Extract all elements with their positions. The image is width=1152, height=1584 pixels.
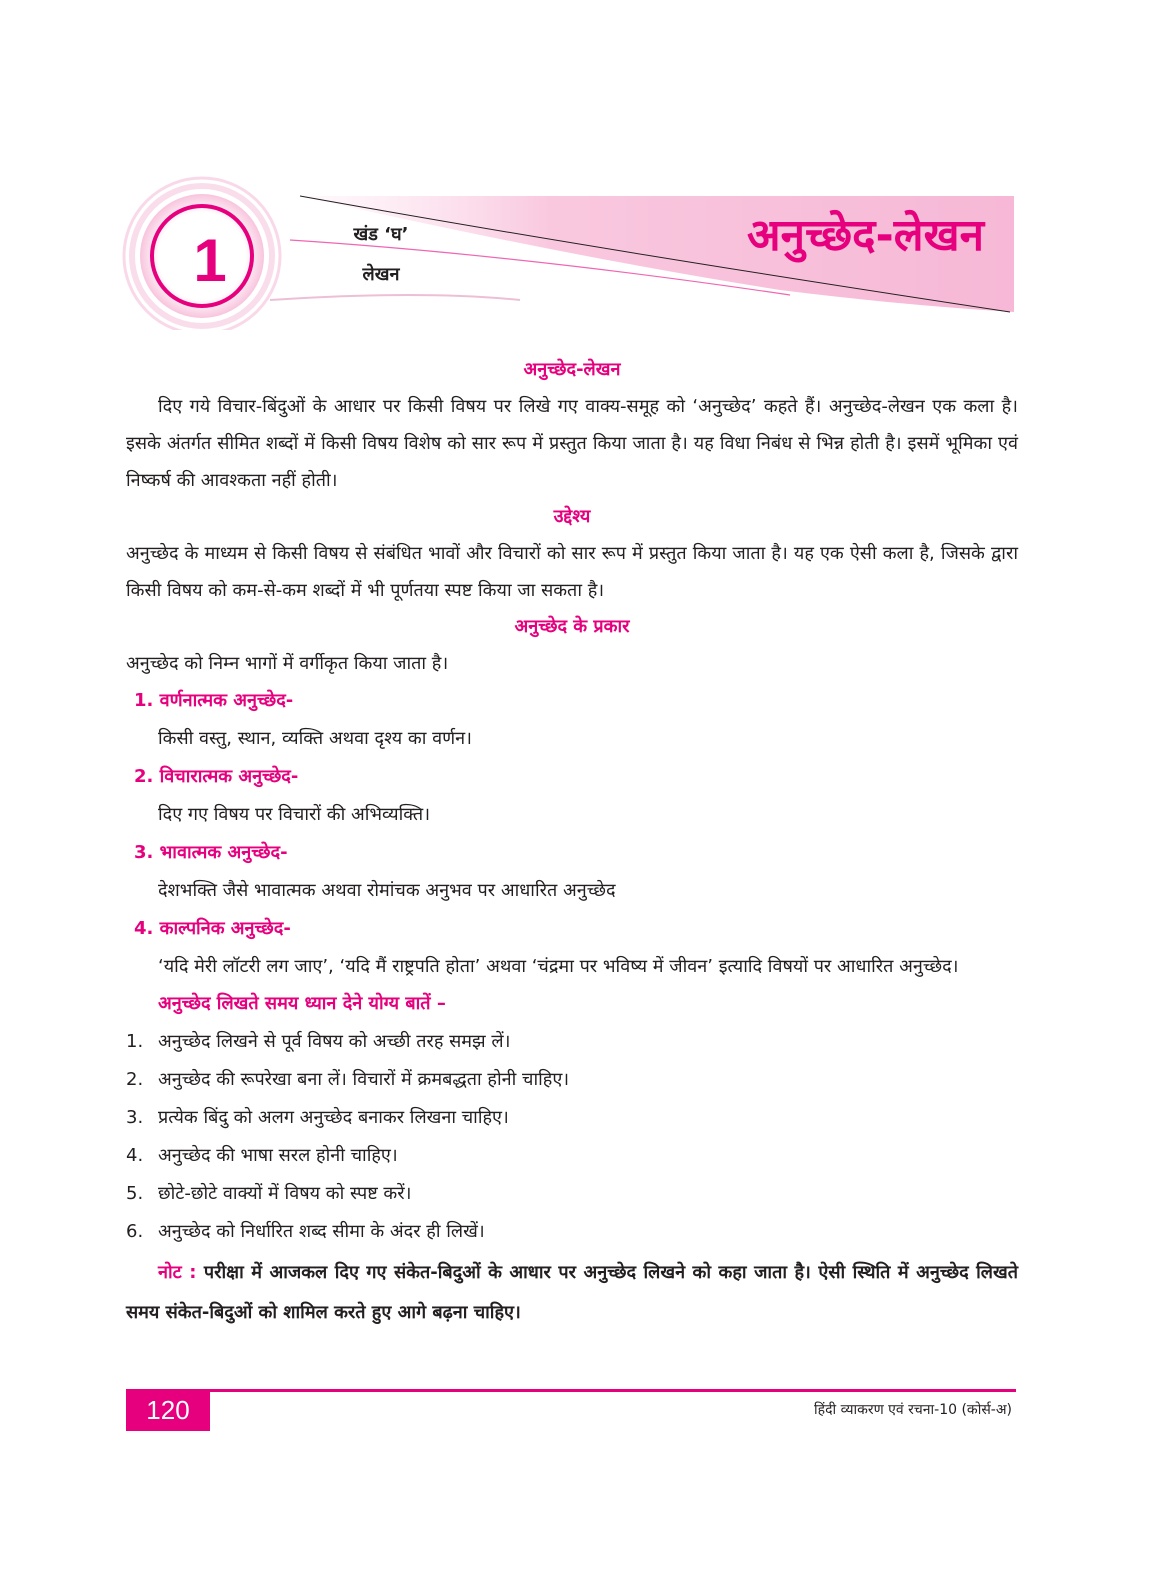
- note-text: परीक्षा में आजकल दिए गए संकेत-बिदुओं के आधार पर अनुच्छेद लिखने को कहा जाता है। ऐसी स्थिति में अनुच्छेद लिखते समय संकेत-बिदुओं को शामिल करते हुए आगे बढ़ना चाहिए।: [126, 1262, 1018, 1323]
- tips-list: [126, 1023, 1018, 1251]
- type-title: 4. काल्पनिक अनुच्छेद-: [134, 918, 291, 939]
- type-title: 3. भावात्मक अनुच्छेद-: [134, 842, 288, 863]
- list-item-text: अनुच्छेद की भाषा सरल होनी चाहिए।: [158, 1145, 398, 1166]
- list-item: [126, 1213, 1018, 1251]
- purpose-paragraph: अनुच्छेद के माध्यम से किसी विषय से संबंधित भावों और विचारों को सार रूप में प्रस्तुत किया जाता है। यह एक ऐसी कला है, जिसके द्वारा किसी विषय को कम-से-कम शब्दों में भी पूर्णतया स्पष्ट किया जा सकता है।: [126, 543, 1018, 601]
- purpose-heading: उद्देश्य: [553, 506, 591, 527]
- intro-paragraph: दिए गये विचार-बिंदुओं के आधार पर किसी विषय पर लिखे गए वाक्य-समूह को ‘अनुच्छेद’ कहते हैं। अनुच्छेद-लेखन एक कला है। इसके अंतर्गत सीमित शब्दों में किसी विषय विशेष को सार रूप में प्रस्तुत किया जाता है। यह विधा निबंध से भिन्न होती है। इसमें भूमिका एवं निष्कर्ष की आवश्कता नहीं होती।: [126, 396, 1019, 491]
- type-description: दिए गए विषय पर विचारों की अभिव्यक्ति।: [158, 804, 431, 825]
- list-item: [126, 1061, 1018, 1099]
- list-item-number: 5.: [126, 1183, 144, 1204]
- list-item-number: 1.: [126, 1031, 144, 1052]
- type-title: 2. विचारात्मक अनुच्छेद-: [134, 766, 299, 787]
- page-number: 120: [126, 1389, 210, 1431]
- page-content: [126, 352, 1018, 1333]
- list-item: [126, 1175, 1018, 1213]
- note-label: नोट :: [158, 1262, 197, 1283]
- book-title: हिंदी व्याकरण एवं रचना-10 (कोर्स-अ): [814, 1402, 1012, 1418]
- list-item-text: अनुच्छेद लिखने से पूर्व विषय को अच्छी तरह समझ लें।: [158, 1031, 511, 1052]
- tips-heading: अनुच्छेद लिखते समय ध्यान देने योग्य बातें –: [158, 993, 446, 1014]
- type-title: 1. वर्णनात्मक अनुच्छेद-: [134, 690, 294, 711]
- type-description: देशभक्ति जैसे भावात्मक अथवा रोमांचक अनुभव पर आधारित अनुच्छेद: [158, 880, 616, 901]
- note-paragraph: [126, 1253, 1018, 1333]
- chapter-number: 1: [193, 226, 227, 294]
- list-item-number: 3.: [126, 1107, 144, 1128]
- type-description: किसी वस्तु, स्थान, व्यक्ति अथवा दृश्य का वर्णन।: [158, 728, 472, 749]
- types-heading: अनुच्छेद के प्रकार: [514, 616, 630, 637]
- list-item-text: अनुच्छेद की रूपरेखा बना लें। विचारों में क्रमबद्धता होनी चाहिए।: [158, 1069, 570, 1090]
- section-label: खंड ‘घ’: [353, 224, 409, 245]
- list-item-text: प्रत्येक बिंदु को अलग अनुच्छेद बनाकर लिखना चाहिए।: [158, 1107, 509, 1128]
- list-item-number: 4.: [126, 1145, 144, 1166]
- type-description: ‘यदि मेरी लॉटरी लग जाए’, ‘यदि मैं राष्ट्रपति होता’ अथवा ‘चंद्रमा पर भविष्य में जीवन’ इत्यादि विषयों पर आधारित अनुच्छेद।: [158, 956, 959, 977]
- types-list: [126, 682, 1018, 985]
- list-item: [126, 1099, 1018, 1137]
- list-item: [126, 1137, 1018, 1175]
- list-item-number: 6.: [126, 1221, 144, 1242]
- intro-heading: अनुच्छेद-लेखन: [523, 359, 621, 380]
- list-item-text: अनुच्छेद को निर्धारित शब्द सीमा के अंदर ही लिखें।: [158, 1221, 485, 1242]
- chapter-header: [0, 0, 1152, 330]
- section-subtitle: लेखन: [362, 264, 400, 285]
- list-item: [126, 1023, 1018, 1061]
- chapter-title: अनुच्छेद-लेखन: [747, 210, 984, 261]
- footer-divider: [126, 1389, 1016, 1392]
- list-item-number: 2.: [126, 1069, 144, 1090]
- types-intro: अनुच्छेद को निम्न भागों में वर्गीकृत किया जाता है।: [126, 653, 449, 674]
- list-item-text: छोटे-छोटे वाक्यों में विषय को स्पष्ट करें।: [158, 1183, 412, 1204]
